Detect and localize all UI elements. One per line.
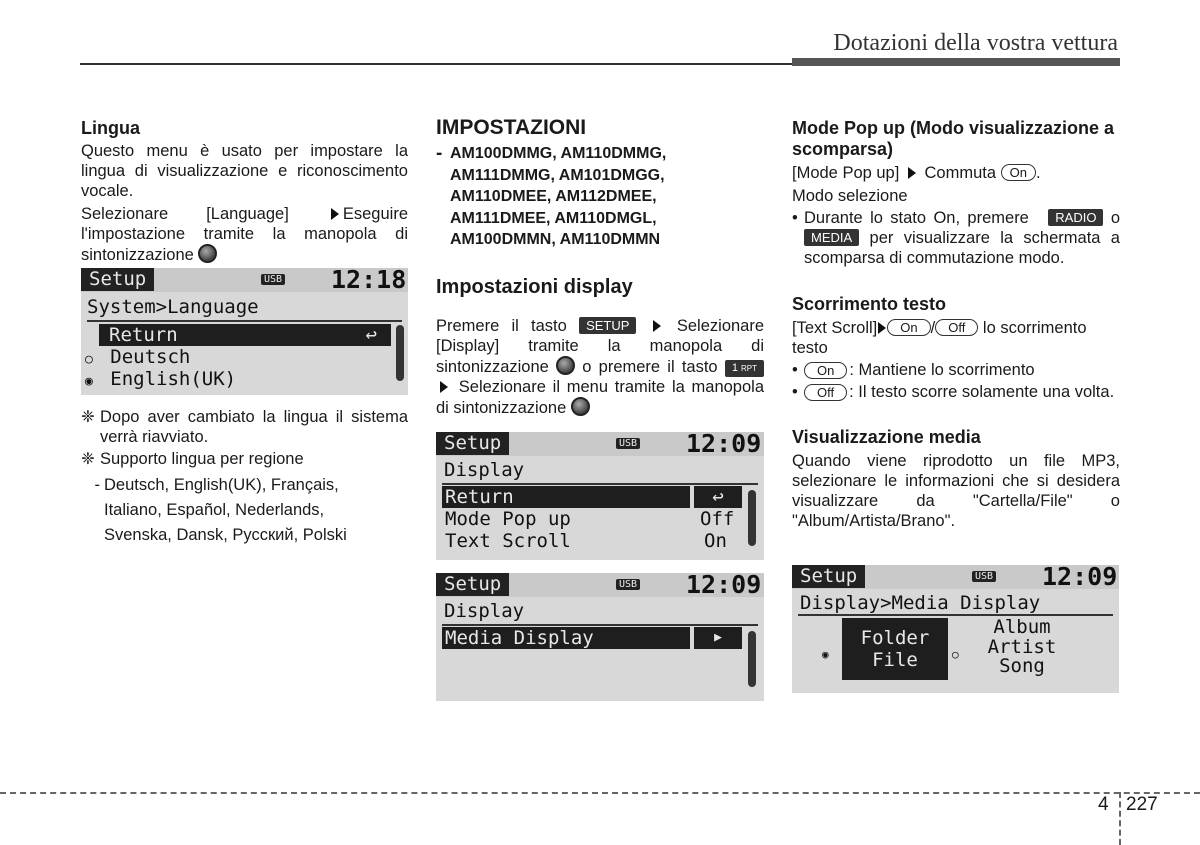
radio-empty-icon: ○ [85, 352, 93, 367]
tuning-knob-icon [198, 244, 217, 263]
instr-text: Selezionare il menu tramite la manopola di sintonizzazione [436, 377, 765, 417]
option-folder-file[interactable] [842, 618, 948, 680]
option-line: Artist [987, 635, 1057, 658]
lingua-notes [81, 407, 408, 548]
arrow-right-icon [653, 320, 661, 332]
model-line: AM111DMMG, AM101DMGG, [450, 166, 665, 184]
menu-item-return[interactable] [99, 324, 391, 346]
rpt-number: 1 [731, 361, 738, 374]
media-text: Quando viene riprodotto un file MP3, selezionare le informazioni che si desidera visualizzare da "Cartella/File" o "Album/Artista/Brano". [792, 452, 1120, 530]
scrollbar[interactable] [396, 325, 404, 381]
arrow-right-icon [331, 208, 339, 220]
radio-empty-icon: ○ [952, 648, 959, 661]
heading-impostazioni-display: Impostazioni display [436, 275, 633, 298]
screen-path: Display>Media Display [800, 592, 1041, 614]
menu-item-english[interactable] [85, 368, 236, 393]
bullet-on [792, 360, 1120, 380]
arrow-right-icon [878, 322, 886, 334]
model-line: AM111DMEE, AM110DMGL, [450, 209, 657, 227]
bullet-mark: • [792, 209, 798, 227]
lingua-instr-a: Selezionare [Language] [81, 205, 289, 223]
option-line: Album [993, 616, 1051, 638]
heading-scorrimento-testo: Scorrimento testo [792, 294, 947, 314]
inline-text: per visualizzare la schermata a scomparsa di commutazione modo. [804, 229, 1120, 267]
inline-text: [Mode Pop up] [792, 164, 900, 182]
bullet-off [792, 382, 1120, 402]
mode-selection: Modo selezione [792, 187, 908, 205]
mode-pop-up-text [792, 163, 1120, 183]
instr-text: o premere il tasto [582, 357, 718, 376]
column-mode-pop-up [792, 118, 1120, 531]
note-text: Dopo aver cambiato la lingua il sistema verrà riavviato. [100, 408, 408, 446]
on-button-label: On [1001, 164, 1036, 181]
display-instructions [436, 316, 764, 418]
menu-item-mode-pop-up[interactable]: Mode Pop up [445, 508, 571, 530]
column-lingua [81, 118, 408, 265]
note-restart [81, 407, 408, 447]
usb-badge: USB [972, 571, 996, 582]
bullet-mark: • [792, 361, 798, 379]
inline-text: lo scorrimento testo [792, 319, 1087, 357]
menu-item-text-scroll[interactable]: Text Scroll [445, 530, 571, 552]
radio-selected-icon: ◉ [822, 648, 829, 661]
model-line: AM100DMMG, AM110DMMG, [450, 145, 667, 162]
option-line: Song [999, 655, 1045, 677]
slash: / [930, 319, 936, 337]
note-language-support [81, 449, 408, 469]
screen-divider [798, 614, 1113, 616]
option-line: Folder [860, 627, 930, 649]
lingua-intro: Questo menu è usato per impostare la lingua di visualizzazione e riconoscimento vocale. [81, 142, 408, 200]
language-line: Italiano, Español, Nederlands, [104, 501, 325, 519]
tuning-knob-icon [571, 397, 590, 416]
menu-item-label: Deutsch [110, 346, 191, 368]
text-scroll-text [792, 318, 1120, 358]
screen-path: Display [444, 459, 525, 481]
chapter-number: 4 [1098, 794, 1109, 815]
model-list [436, 143, 764, 251]
inline-text: : Il testo scorre solamente una volta. [849, 383, 1115, 401]
screen-clock: 12:09 [1042, 565, 1118, 591]
heading-lingua: Lingua [81, 118, 140, 138]
running-header: Dotazioni della vostra vettura [833, 30, 1118, 56]
return-icon: ↩ [365, 324, 377, 346]
inline-text: : Mantiene lo scorrimento [849, 361, 1035, 379]
note-symbol-icon: ❈ [81, 450, 95, 468]
radio-selected-icon: ◉ [85, 374, 93, 389]
inline-text: [Text Scroll] [792, 319, 878, 337]
setup-key: SETUP [579, 317, 636, 334]
usb-badge: USB [616, 438, 640, 449]
screen-divider [442, 483, 758, 485]
screen-clock: 12:18 [331, 268, 407, 294]
option-line: File [872, 649, 918, 671]
on-button-label: On [804, 362, 847, 379]
screen-tab: Setup [792, 565, 865, 588]
menu-item-return[interactable]: Return [442, 486, 690, 508]
heading-mode-pop-up: Mode Pop up (Modo visualizzazione a scomparsa) [792, 118, 1115, 159]
submenu-arrow-icon: ▶ [694, 627, 742, 649]
radio-key: RADIO [1048, 209, 1103, 226]
screen-tab: Setup [436, 573, 509, 596]
screen-path: System>Language [87, 296, 259, 318]
instr-text: Selezionare [Display] tramite la manopola di sintonizzazione [436, 316, 765, 376]
instr-text: Premere il tasto [436, 316, 567, 335]
dash-mark: - [94, 476, 100, 494]
column-impostazioni [436, 116, 764, 418]
usb-badge: USB [616, 579, 640, 590]
note-symbol-icon: ❈ [81, 408, 95, 426]
bullet-mark: • [792, 383, 798, 401]
model-line: AM110DMEE, AM112DMEE, [450, 188, 657, 205]
inline-text: Durante lo stato On, premere [804, 209, 1029, 227]
screen-language [81, 268, 408, 395]
mode-pop-up-value: Off [700, 508, 735, 530]
screen-tab: Setup [436, 432, 509, 455]
heading-visualizzazione-media: Visualizzazione media [792, 427, 981, 447]
language-line: Deutsch, English(UK), Français, [104, 476, 339, 494]
screen-clock: 12:09 [686, 573, 762, 599]
scrollbar[interactable] [748, 631, 756, 687]
screen-media-display [792, 565, 1119, 693]
inline-text: . [1035, 164, 1041, 182]
off-button-label: Off [804, 384, 847, 401]
rpt-key [725, 360, 764, 377]
footer-dashed-rule [0, 792, 1200, 794]
page-number: 227 [1126, 794, 1158, 815]
tuning-knob-icon [556, 356, 575, 375]
arrow-right-icon [440, 381, 448, 393]
screen-display-menu [436, 432, 764, 560]
return-icon: ↩ [694, 486, 742, 508]
usb-badge: USB [261, 274, 285, 285]
text-scroll-value: On [704, 530, 727, 552]
note-text: Supporto lingua per regione [100, 450, 304, 468]
option-album-artist-song[interactable] [972, 618, 1072, 677]
lingua-instr-b: Eseguire l'impostazione tramite la manopola di sintonizzazione [81, 205, 408, 264]
scrollbar[interactable] [748, 490, 756, 546]
screen-divider [442, 624, 758, 626]
screen-divider [87, 320, 402, 322]
menu-item-media-display[interactable]: Media Display [442, 627, 690, 649]
screen-clock: 12:09 [686, 432, 762, 458]
header-rule-accent [792, 58, 1120, 66]
menu-item-label: Return [109, 324, 178, 346]
on-button-label: On [887, 319, 930, 336]
rpt-label: RPT [741, 363, 758, 373]
footer-dashed-divider [1119, 792, 1121, 845]
screen-tab: Setup [81, 268, 154, 291]
menu-item-label: English(UK) [110, 368, 237, 390]
dash-mark: - [436, 143, 443, 164]
arrow-right-icon [908, 167, 916, 179]
screen-media-display-menu [436, 573, 764, 701]
heading-impostazioni: IMPOSTAZIONI [436, 116, 587, 139]
screen-path: Display [444, 600, 525, 622]
language-line: Svenska, Dansk, Русский, Polski [104, 526, 347, 544]
inline-text: Commuta [924, 164, 997, 182]
inline-text: o [1110, 209, 1121, 227]
bullet-radio-media [792, 208, 1120, 268]
off-button-label: Off [935, 319, 978, 336]
lingua-instructions [81, 204, 408, 265]
language-list [81, 473, 408, 548]
media-key: MEDIA [804, 229, 859, 246]
model-line: AM100DMMN, AM110DMMN [450, 231, 661, 248]
